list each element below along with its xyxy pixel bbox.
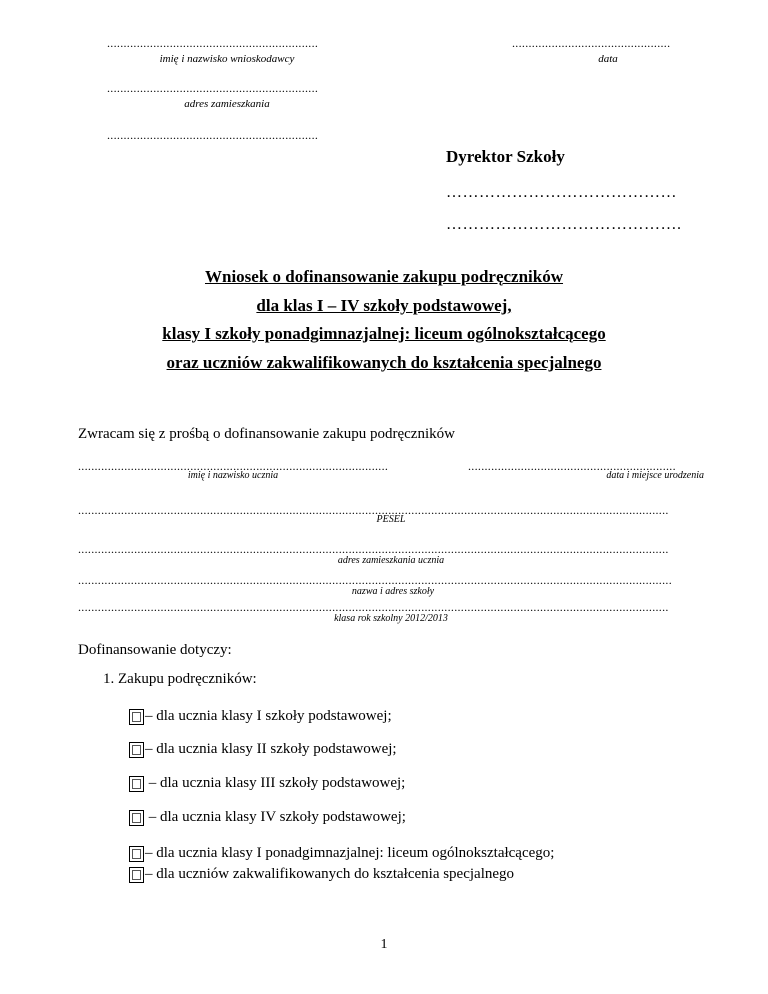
concerns-label: Dofinansowanie dotyczy: — [78, 642, 232, 658]
birth-dots: ............................................................... — [468, 459, 676, 473]
option-label: – dla ucznia klasy I ponadgimnazjalnej: liceum ogólnokształcącego; — [145, 845, 555, 861]
option-label: – dla ucznia klasy I szkoły podstawowej; — [145, 708, 392, 724]
applicant-name-caption: imię i nazwisko wnioskodawcy — [159, 53, 295, 65]
class-caption: klasa rok szkolny 2012/2013 — [334, 613, 448, 624]
school-caption: nazwa i adres szkoły — [351, 586, 435, 597]
option-label: – dla uczniów zakwalifikowanych do kształcenia specjalnego — [145, 866, 515, 882]
checkbox[interactable] — [129, 709, 144, 725]
title-line-2: dla klas I – IV szkoły podstawowej, — [256, 296, 512, 315]
applicant-address-caption: adres zamieszkania — [184, 98, 270, 110]
birth-caption: data i miejsce urodzenia — [606, 470, 704, 481]
option-special-education[interactable] — [129, 866, 514, 883]
date-dots: ................................................ — [512, 36, 671, 50]
option-class-2-primary[interactable] — [129, 741, 397, 758]
option-label: – dla ucznia klasy II szkoły podstawowej; — [145, 741, 397, 757]
checkbox[interactable] — [129, 742, 144, 758]
applicant-extra-dots: ................................................................ — [107, 128, 319, 142]
title-line-4: oraz uczniów zakwalifikowanych do kształcenia specjalnego — [166, 353, 602, 372]
date-caption: data — [598, 53, 618, 65]
student-address-dots: ................................................................................................................................................................................... — [78, 542, 669, 556]
recipient-line-2: ……………………………………. — [446, 216, 682, 233]
school-dots: .................................................................................................................................................................................... — [78, 573, 672, 587]
recipient-line-1: …………………………………… — [446, 184, 677, 201]
option-class-1-secondary[interactable] — [129, 845, 554, 862]
pesel-dots: ................................................................................................................................................................................... — [78, 503, 669, 517]
student-name-dots: .............................................................................................. — [78, 459, 388, 473]
pesel-caption: PESEL — [376, 514, 406, 525]
recipient-title: Dyrektor Szkoły — [446, 147, 565, 166]
checkbox[interactable] — [129, 810, 144, 826]
class-dots: ................................................................................................................................................................................... — [78, 600, 669, 614]
applicant-name-dots: ................................................................ — [107, 36, 319, 50]
student-address-caption: adres zamieszkania ucznia — [337, 555, 445, 566]
title-line-3: klasy I szkoły ponadgimnazjalnej: liceum ogólnokształcącego — [162, 324, 606, 343]
list-item-1: 1. Zakupu podręczników: — [103, 671, 257, 687]
page-number: 1 — [380, 937, 388, 952]
option-class-1-primary[interactable] — [129, 708, 392, 725]
request-text: Zwracam się z prośbą o dofinansowanie zakupu podręczników — [78, 426, 455, 442]
checkbox[interactable] — [129, 846, 144, 862]
checkbox[interactable] — [129, 776, 144, 792]
student-name-caption: imię i nazwisko ucznia — [187, 470, 279, 481]
checkbox[interactable] — [129, 867, 144, 883]
option-class-4-primary[interactable] — [129, 809, 406, 826]
option-label: – dla ucznia klasy IV szkoły podstawowej; — [145, 809, 406, 825]
title-line-1: Wniosek o dofinansowanie zakupu podręczników — [204, 267, 564, 286]
applicant-address-dots: ................................................................ — [107, 81, 319, 95]
option-label: – dla ucznia klasy III szkoły podstawowej; — [145, 775, 406, 791]
option-class-3-primary[interactable] — [129, 775, 405, 792]
